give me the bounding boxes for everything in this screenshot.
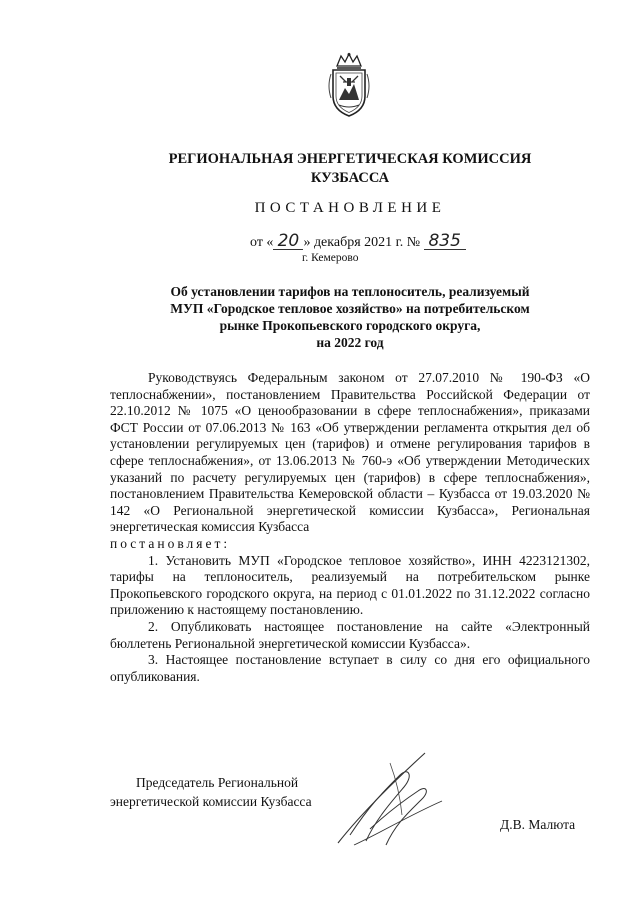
coat-of-arms-icon	[325, 52, 373, 118]
document-number: 835	[424, 233, 466, 250]
document-type: ПОСТАНОВЛЕНИЕ	[254, 200, 446, 216]
signatory-title	[110, 773, 312, 811]
handwritten-signature-icon	[330, 745, 450, 855]
city: г. Кемерово	[302, 252, 359, 264]
organization-name-line1: РЕГИОНАЛЬНАЯ ЭНЕРГЕТИЧЕСКАЯ КОМИССИЯ	[168, 151, 532, 167]
item-3-paragraph: 3. Настоящее постановление вступает в силу со дня его официального опубликования.	[110, 652, 590, 684]
decree-word: постановляет:	[110, 535, 231, 551]
organization-name	[140, 150, 560, 188]
item-1-paragraph: 1. Установить МУП «Городское тепловое хозяйство», ИНН 4223121302, тарифы на теплоноситель, реализуемый на потребительском рынке Прокопьевского городского округа, на период с 01.01.2022 по 31.12.2022 согласно приложению к настоящему постановлению.	[110, 552, 590, 618]
organization-name-line2: КУЗБАССА	[310, 170, 390, 186]
subject-line1: Об установлении тарифов на теплоноситель, реализуемый	[170, 284, 530, 299]
document-subject	[140, 283, 560, 351]
signatory-title-line2: энергетической комиссии Кузбасса	[110, 794, 312, 809]
date-line	[250, 233, 466, 251]
signatory-name: Д.В. Малюта	[500, 817, 576, 832]
signatory-title-line1: Председатель Региональной	[136, 775, 299, 790]
subject-line3: рынке Прокопьевского городского округа,	[219, 318, 481, 333]
subject-line4: на 2022 год	[316, 335, 384, 350]
date-month-year: » декабря 2021 г. №	[303, 235, 421, 250]
document-body	[110, 370, 590, 685]
item-2-paragraph: 2. Опубликовать настоящее постановление на сайте «Электронный бюллетень Региональной энергетической комиссии Кузбасса».	[110, 618, 590, 651]
date-day: 20	[273, 233, 303, 250]
preamble-paragraph: Руководствуясь Федеральным законом от 27.07.2010 № 190-ФЗ «О теплоснабжении», постановлением Правительства Российской Федерации от 22.10.2012 № 1075 «О ценообразовании в сфере теплоснабжения», приказами ФСТ России от 07.06.2013 № 163 «Об утверждении регламента открытия дел об установлении регулируемых цен (тарифов) и отмене регулирования тарифов в сфере теплоснабжения», от 13.06.2013 № 760-э «Об утверждении Методических указаний по расчету регулируемых цен (тарифов) в сфере теплоснабжения», постановлением Правительства Кемеровской области – Кузбасса от 19.03.2020 № 142 «О Региональной энергетической комиссии Кузбасса», Региональная энергетическая комиссия Кузбасса	[110, 370, 590, 535]
date-prefix: от «	[250, 235, 274, 250]
subject-line2: МУП «Городское тепловое хозяйство» на потребительском	[170, 301, 530, 316]
